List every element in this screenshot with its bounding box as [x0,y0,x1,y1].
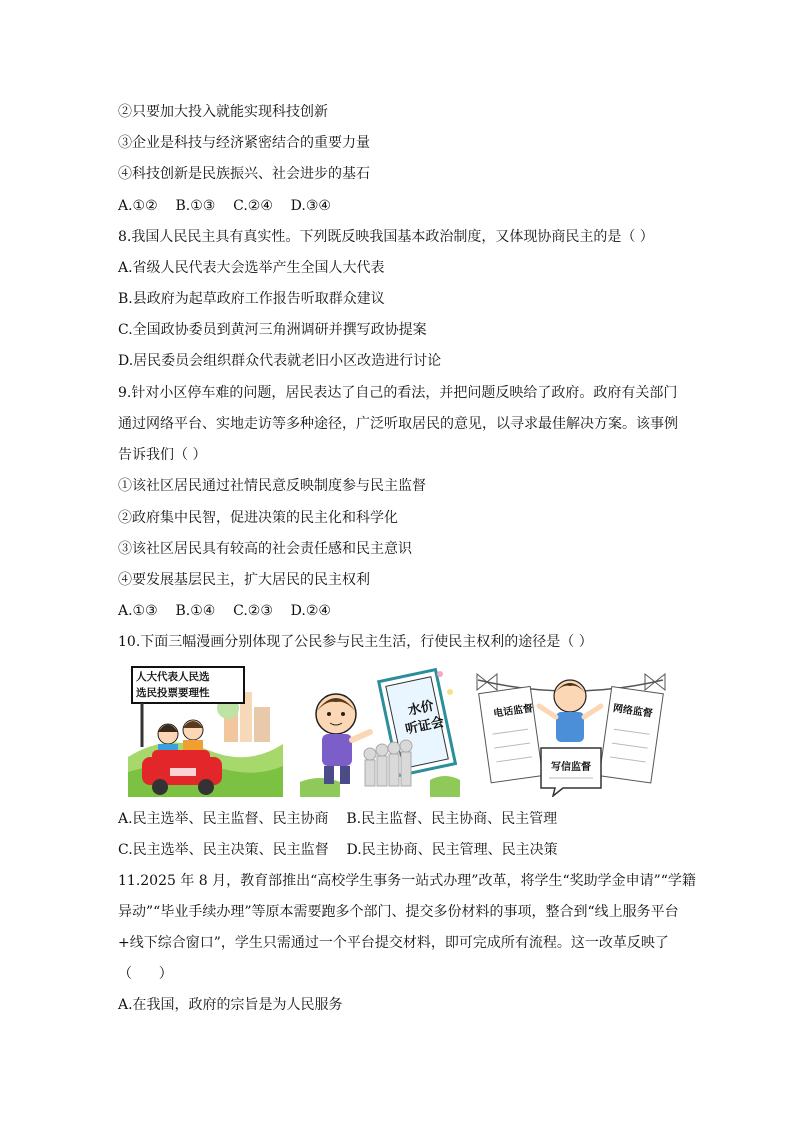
q7-item-3: ③企业是科技与经济紧密结合的重要力量 [118,135,370,151]
hearing-sign-line-2: 听证会 [404,714,446,738]
q9-stem-line-1: 9.针对小区停车难的问题，居民表达了自己的看法，并把问题反映给了政府。政府有关部门 [118,385,678,401]
q7-item-2: ②只要加大投入就能实现科技创新 [118,104,328,120]
q11-stem-line-1: 11.2025 年 8 月，教育部推出“高校学生事务一站式办理”改革，将学生“奖助学金申请”“学籍 [118,873,696,889]
q8-option-d: D.居民委员会组织群众代表就老旧小区改造进行讨论 [118,353,442,369]
q9-options: A.①③ B.①④ C.②③ D.②④ [118,603,331,619]
q11-stem-line-3: +线下综合窗口”，学生只需通过一个平台提交材料，即可完成所有流程。这一改革反映了 [118,935,669,951]
q8-option-b: B.县政府为起草政府工作报告听取群众建议 [118,291,385,307]
q10-options-ab: A.民主选举、民主监督、民主协商 B.民主监督、民主协商、民主管理 [118,811,558,827]
cartoon-election-sign [136,669,244,701]
supervision-label-phone: 电话监督 [492,703,534,720]
q8-stem: 8.我国人民民主具有真实性。下列既反映我国基本政治制度，又体现协商民主的是（ ） [118,229,654,245]
supervision-label-letter: 写信监督 [551,762,591,773]
cartoon-supervision [473,662,668,797]
q11-option-a: A.在我国，政府的宗旨是为人民服务 [118,997,343,1013]
q11-stem-line-2: 异动”“毕业手续办理”等原本需要跑多个部门、提交多份材料的事项，整合到“线上服务平台 [118,904,679,920]
q7-item-4: ④科技创新是民族振兴、社会进步的基石 [118,166,370,182]
q9-item-4: ④要发展基层民主，扩大居民的民主权利 [118,572,370,588]
q8-option-a: A.省级人民代表大会选举产生全国人大代表 [118,260,385,276]
q7-options: A.①② B.①③ C.②④ D.③④ [118,198,331,214]
q8-option-c: C.全国政协委员到黄河三角洲调研并撰写政协提案 [118,322,427,338]
hearing-sign-line-1: 水价 [406,698,436,719]
election-sign-line-2: 选民投票要理性 [136,687,210,699]
q10-stem: 10.下面三幅漫画分别体现了公民参与民主生活，行使民主权利的途径是（ ） [118,634,593,650]
q9-item-3: ③该社区居民具有较高的社会责任感和民主意识 [118,541,412,557]
election-sign-line-1: 人大代表人民选 [136,671,210,683]
q10-options-cd: C.民主选举、民主决策、民主监督 D.民主协商、民主管理、民主决策 [118,842,558,858]
q9-item-1: ①该社区居民通过社情民意反映制度参与民主监督 [118,478,426,494]
q10-cartoons [128,662,668,797]
q9-stem-line-2: 通过网络平台、实地走访等多种途径，广泛听取居民的意见，以寻求最佳解决方案。该事例 [118,416,678,432]
supervision-label-network: 网络监督 [612,703,654,720]
q9-item-2: ②政府集中民智，促进决策的民主化和科学化 [118,510,398,526]
q9-stem-line-3: 告诉我们（ ） [118,447,207,463]
q11-stem-line-4: （ ） [118,966,173,982]
